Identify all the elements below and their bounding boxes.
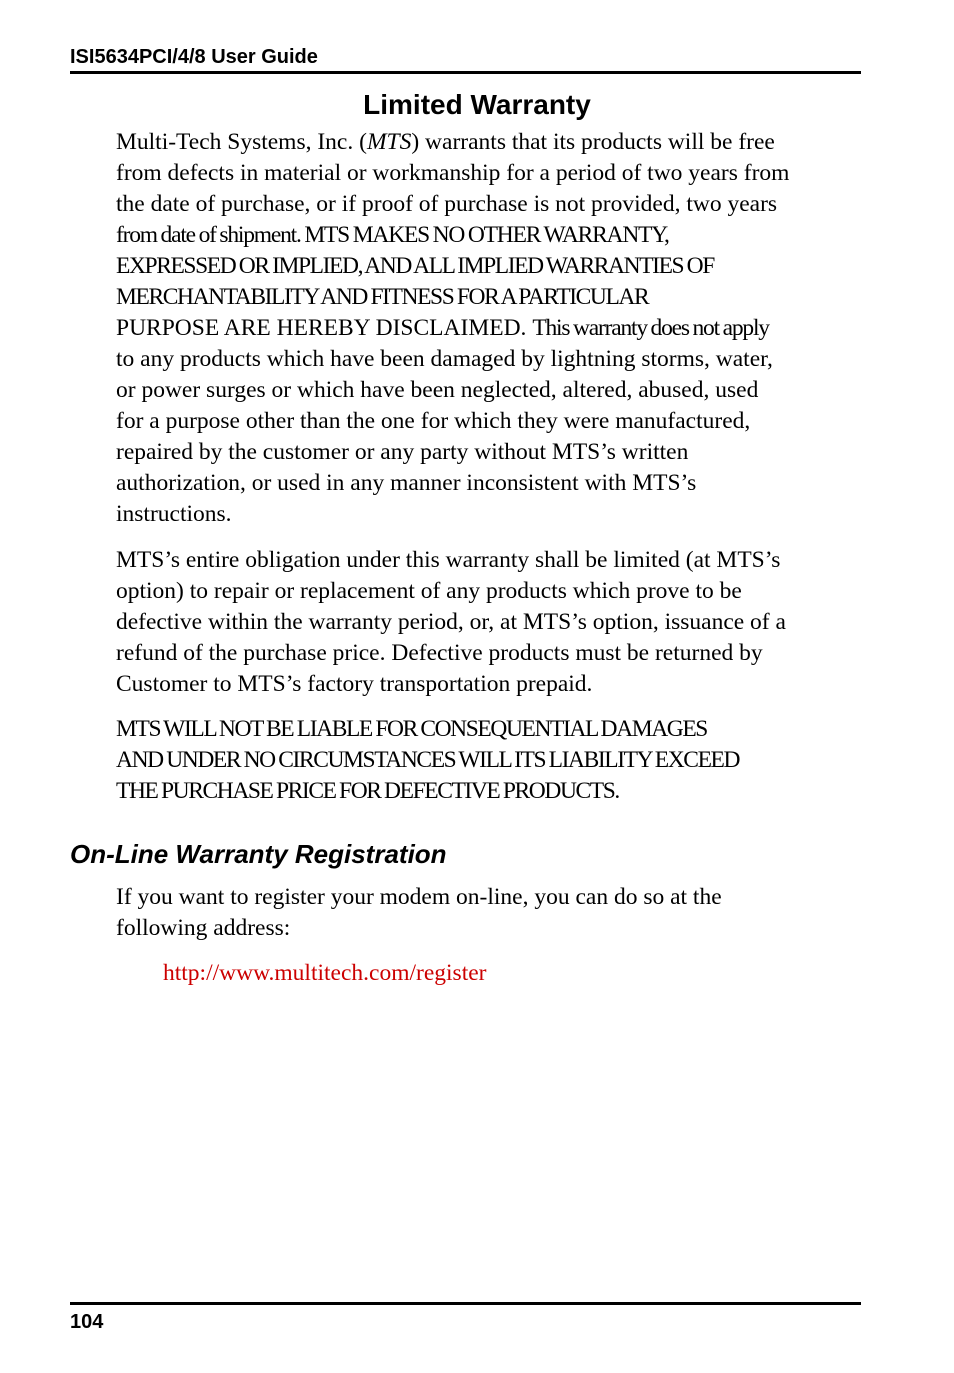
p1-line4: from date of shipment. MTS MAKES NO OTHER WARRANTY, — [116, 222, 669, 248]
p1-line5: EXPRESSED OR IMPLIED, AND ALL IMPLIED WARRANTIES OF — [116, 253, 714, 279]
p3-line2: AND UNDER NO CIRCUMSTANCES WILL ITS LIABILITY EXCEED — [116, 747, 740, 773]
liability-paragraph — [116, 714, 864, 807]
p2-line4: refund of the purchase price. Defective products must be returned by — [116, 640, 763, 666]
page-number: 104 — [70, 1311, 104, 1333]
p1-line8: to any products which have been damaged by lightning storms, water, — [116, 346, 773, 372]
p1-line12: authorization, or used in any manner inconsistent with MTS’s — [116, 470, 697, 496]
p2-line5: Customer to MTS’s factory transportation prepaid. — [116, 671, 593, 697]
p1-line9: or power surges or which have been neglected, altered, abused, used — [116, 377, 759, 403]
mts-abbreviation: MTS — [366, 129, 412, 155]
p1-line2: from defects in material or workmanship for a period of two years from — [116, 160, 790, 186]
p2-line1: MTS’s entire obligation under this warranty shall be limited (at MTS’s — [116, 547, 781, 573]
p4-line1: If you want to register your modem on-line, you can do so at the — [116, 884, 722, 910]
p1-line6: MERCHANTABILITY AND FITNESS FOR A PARTICULAR — [116, 284, 649, 310]
warranty-paragraph-2 — [116, 545, 864, 700]
p2-line2: option) to repair or replacement of any products which prove to be — [116, 578, 742, 604]
registration-paragraph — [116, 882, 864, 944]
p2-line3: defective within the warranty period, or, at MTS’s option, issuance of a — [116, 609, 786, 635]
section-title: Limited Warranty — [363, 89, 591, 120]
p1-line13: instructions. — [116, 501, 232, 527]
p1-line7: PURPOSE ARE HEREBY DISCLAIMED. This warranty does not apply — [116, 315, 769, 341]
p1-line3: the date of purchase, or if proof of purchase is not provided, two years — [116, 191, 778, 217]
p3-line3: THE PURCHASE PRICE FOR DEFECTIVE PRODUCTS. — [116, 778, 619, 804]
header-rule — [70, 71, 861, 74]
registration-title: On-Line Warranty Registration — [70, 839, 447, 869]
p1-line1: Multi-Tech Systems, Inc. (MTS) warrants that its products will be free — [116, 129, 775, 155]
p1-line10: for a purpose other than the one for which they were manufactured, — [116, 408, 751, 434]
running-header: ISI5634PCI/4/8 User Guide — [70, 46, 318, 68]
p4-line2: following address: — [116, 915, 291, 941]
warranty-paragraph-1 — [116, 127, 864, 530]
registration-link[interactable]: http://www.multitech.com/register — [163, 960, 487, 986]
p3-line1: MTS WILL NOT BE LIABLE FOR CONSEQUENTIAL DAMAGES — [116, 716, 707, 742]
p1-line11: repaired by the customer or any party without MTS’s written — [116, 439, 689, 465]
footer-rule — [70, 1302, 861, 1305]
